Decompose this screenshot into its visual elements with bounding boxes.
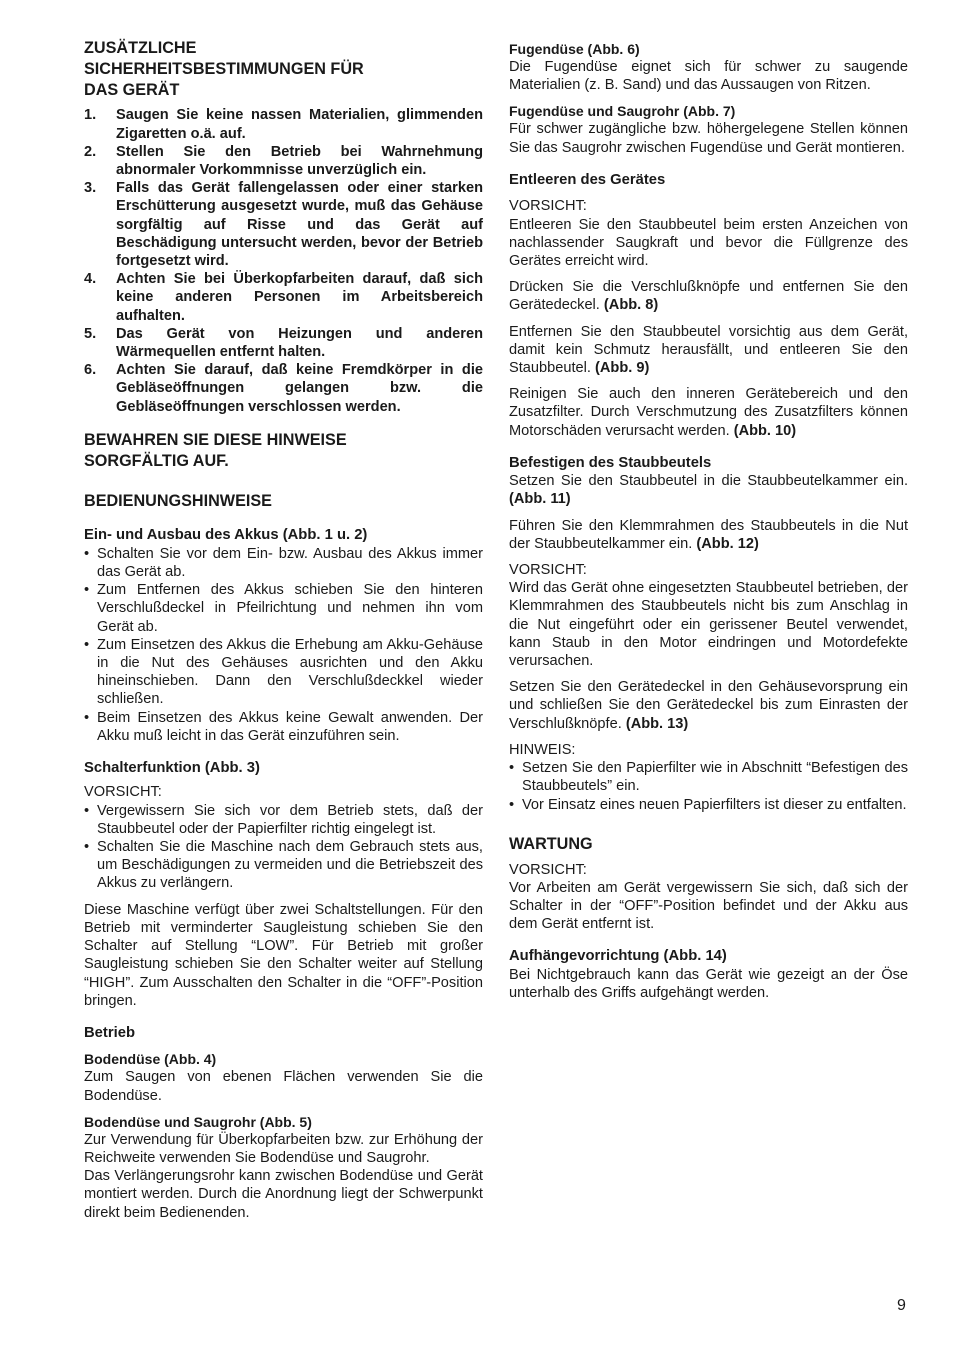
list-item: • Vor Einsatz eines neuen Papierfilters ist dieser zu entfalten. (509, 796, 907, 813)
switch-text: Diese Maschine verfügt über zwei Schaltstellungen. Für den Betrieb mit verminderter Saugleistung schieben Sie den Schalter auf Stellung “LOW”. Für Betrieb mit großer Saugleistung schieben Sie den Schalter weiter auf Stellung “HIGH”. Zum Ausschalten den Schalter in die “OFF”-Position bringen. (84, 901, 483, 1009)
note-label: HINWEIS: (509, 741, 576, 758)
caution-label: VORSICHT: (509, 198, 587, 215)
list-item: 5. Das Gerät von Heizungen und anderen Wärmequellen entfernt halten. (84, 325, 483, 361)
list-item: • Vergewissern Sie sich vor dem Betrieb stets, daß der Staubbeutel oder der Papierfilter richtig eingelegt ist. (84, 802, 483, 837)
battery-list (84, 545, 483, 745)
safety-list (84, 106, 483, 415)
list-item: 4. Achten Sie bei Überkopfarbeiten darauf, daß sich keine anderen Personen im Arbeitsbereich aufhalten. (84, 271, 483, 324)
operation-heading: BEDIENUNGSHINWEISE (84, 492, 272, 511)
attach-text-4: Setzen Sie den Gerätedeckel in den Gehäusevorsprung ein und schließen Sie den Gerätedeckel bis zum Einrasten der Verschlußknöpfe. (Abb. 13) (509, 679, 908, 732)
note-list (509, 759, 908, 814)
attach-heading: Befestigen des Staubbeutels (509, 454, 712, 471)
right-column (509, 40, 908, 1002)
list-item: • Schalten Sie vor dem Ein- bzw. Ausbau des Akkus immer das Gerät ab. (84, 545, 483, 580)
floor-nozzle-text: Zum Saugen von ebenen Flächen verwenden Sie die Bodendüse. (84, 1069, 483, 1104)
switch-heading: Schalterfunktion (Abb. 3) (84, 759, 260, 776)
safety-heading: ZUSÄTZLICHE SICHERHEITSBESTIMMUNGEN FÜR DAS GERÄT (84, 39, 364, 99)
switch-list (84, 802, 483, 893)
battery-heading: Ein- und Ausbau des Akkus (Abb. 1 u. 2) (84, 527, 368, 544)
list-item: 2. Stellen Sie den Betrieb bei Wahrnehmung abnormaler Vorkommnisse unverzüglich ein. (84, 143, 483, 178)
floor-nozzle-heading: Bodendüse (Abb. 4) (84, 1051, 217, 1068)
empty-heading: Entleeren des Gerätes (509, 171, 666, 188)
empty-text-1: Entleeren Sie den Staubbeutel beim ersten Anzeichen von nachlassender Saugkraft und bevor die Füllgrenze des Gerätes erreicht wird. (509, 216, 908, 269)
list-item: • Setzen Sie den Papierfilter wie in Abschnitt “Befestigen des Staubbeutels” ein. (509, 760, 908, 795)
crevice-pipe-heading: Fugendüse und Saugrohr (Abb. 7) (509, 103, 736, 120)
empty-text-2: Drücken Sie die Verschlußknöpfe und entfernen Sie den Gerätedeckel. (Abb. 8) (509, 279, 908, 314)
empty-text-3: Entfernen Sie den Staubbeutel vorsichtig aus dem Gerät, damit kein Schmutz herausfällt, und entleeren Sie den Staubbeutel. (Abb. 9) (509, 323, 908, 376)
list-item: • Zum Einsetzen des Akkus die Erhebung am Akku-Gehäuse in die Nut des Gehäuses ausrichten und den Akku hineinschieben. Dann den Verschlußdeckkel wieder schließen. (84, 636, 483, 708)
hanger-text: Bei Nichtgebrauch kann das Gerät wie gezeigt an der Öse unterhalb des Griffs aufgehängt werden. (509, 966, 908, 1002)
crevice-text: Die Fugendüse eignet sich für schwer zu saugende Materialien (z. B. Sand) und das Aussaugen von Ritzen. (509, 59, 908, 94)
caution-label: VORSICHT: (509, 562, 587, 579)
maintenance-heading: WARTUNG (509, 834, 593, 853)
caution-label: VORSICHT: (84, 784, 162, 801)
empty-text-4: Reinigen Sie auch den inneren Gerätebereich und den Zusatzfilter. Durch Verschmutzung des Zusatzfilters können Motorschäden verursacht werden. (Abb. 10) (509, 386, 908, 439)
operation-subheading: Betrieb (84, 1024, 135, 1041)
crevice-heading: Fugendüse (Abb. 6) (509, 41, 640, 57)
list-item: 3. Falls das Gerät fallengelassen oder einer starken Erschütterung ausgesetzt wurde, muß das Gehäuse sorgfältig auf Risse und das Gerät auf Beschädigung untersucht werden, bevor der Betrieb fortgesetzt wird. (84, 180, 483, 270)
maintenance-text: Vor Arbeiten am Gerät vergewissern Sie sich, daß sich der Schalter in der “OFF”-Position befindet und der Akku aus dem Gerät entfernt ist. (509, 879, 908, 933)
floor-pipe-text-2: Das Verlängerungsrohr kann zwischen Bodendüse und Gerät montiert werden. Durch die Anordnung liegt der Schwerpunkt direkt beim Bedienenden. (84, 1168, 483, 1221)
attach-text-3: Wird das Gerät ohne eingesetzten Staubbeutel betrieben, der Klemmrahmen des Staubbeutels nicht bis zum Anschlag in die Nut eingeführt oder ein gerissener Beutel verwendet, kann Staub in den Motor eindringen und Motordefekte verursachen. (509, 580, 908, 670)
list-item: • Beim Einsetzen des Akkus keine Gewalt anwenden. Der Akku muß leicht in das Gerät einzuführen sein. (84, 709, 483, 744)
list-item: 1. Saugen Sie keine nassen Materialien, glimmenden Zigaretten o.ä. auf. (84, 107, 483, 142)
list-item: • Schalten Sie die Maschine nach dem Gebrauch stets aus, um Beschädigungen zu vermeiden und die Betriebszeit des Akkus zu verlängern. (84, 839, 483, 892)
floor-pipe-text: Zur Verwendung für Überkopfarbeiten bzw. zur Erhöhung der Reichweite verwenden Sie Bodendüse und Saugrohr. (84, 1131, 483, 1167)
left-column (84, 38, 483, 1222)
list-item: • Zum Entfernen des Akkus schieben Sie den hinteren Verschlußdeckel in Pfeilrichtung und nehmen ihn vom Gerät ab. (84, 582, 483, 635)
keep-instructions-heading: BEWAHREN SIE DIESE HINWEISE SORGFÄLTIG AUF. (84, 430, 347, 470)
attach-text-2: Führen Sie den Klemmrahmen des Staubbeutels in die Nut der Staubbeutelkammer ein. (Abb. 12) (509, 517, 908, 552)
floor-pipe-heading: Bodendüse und Saugrohr (Abb. 5) (84, 1113, 312, 1130)
attach-text-1: Setzen Sie den Staubbeutel in die Staubbeutelkammer ein. (Abb. 11) (509, 473, 908, 508)
caution-label: VORSICHT: (509, 861, 587, 878)
page-number: 9 (897, 1297, 906, 1314)
hanger-heading: Aufhängevorrichtung (Abb. 14) (509, 948, 727, 965)
list-item: 6. Achten Sie darauf, daß keine Fremdkörper in die Gebläseöffnungen gelangen bzw. die Gebläseöffnungen verschlossen werden. (84, 362, 483, 415)
crevice-pipe-text: Für schwer zugängliche bzw. höhergelegene Stellen können Sie das Saugrohr zwischen Fugendüse und Gerät montieren. (509, 121, 908, 156)
